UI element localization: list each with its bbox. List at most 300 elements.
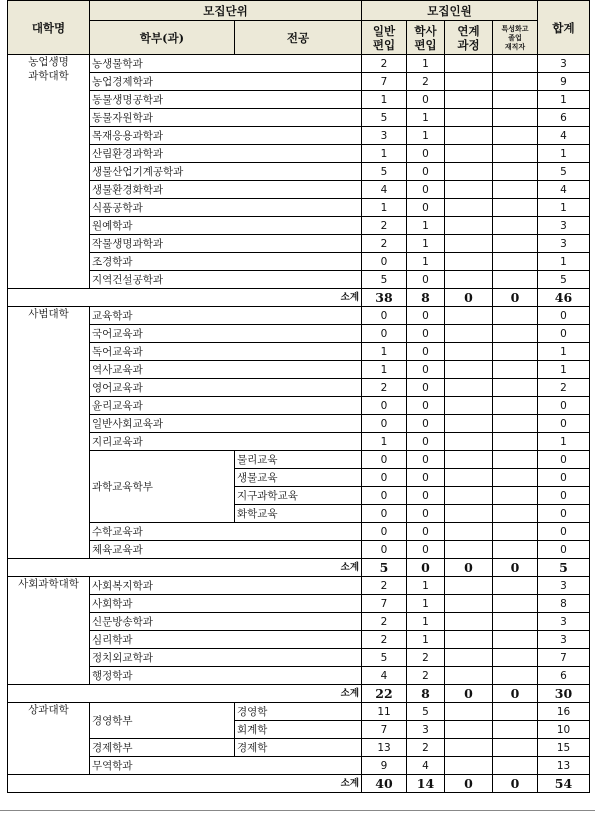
total-cell: 3	[538, 613, 590, 631]
linked-cell	[445, 757, 493, 775]
total-cell: 0	[538, 469, 590, 487]
header-special-line3: 재직자	[504, 42, 526, 51]
total-cell: 1	[538, 199, 590, 217]
bachelor-cell: 0	[407, 487, 445, 505]
total-cell: 1	[538, 343, 590, 361]
special-cell	[493, 469, 538, 487]
linked-cell	[445, 145, 493, 163]
special-cell	[493, 523, 538, 541]
dept-cell: 원예학과	[90, 217, 362, 235]
subtotal-linked: 0	[445, 775, 493, 793]
major-cell: 회계학	[235, 721, 362, 739]
general-cell: 5	[362, 649, 407, 667]
linked-cell	[445, 523, 493, 541]
linked-cell	[445, 127, 493, 145]
major-cell: 지구과학교육	[235, 487, 362, 505]
general-cell: 0	[362, 523, 407, 541]
linked-cell	[445, 379, 493, 397]
subtotal-general: 22	[362, 685, 407, 703]
bachelor-cell: 2	[407, 649, 445, 667]
general-cell: 9	[362, 757, 407, 775]
dept-cell: 행정학과	[90, 667, 362, 685]
table-row	[8, 631, 590, 649]
general-cell: 2	[362, 379, 407, 397]
special-cell	[493, 505, 538, 523]
college-name: 농업생명	[28, 56, 69, 68]
linked-cell	[445, 235, 493, 253]
bachelor-cell: 0	[407, 145, 445, 163]
college-cell	[8, 307, 90, 559]
header-major: 전공	[235, 21, 362, 55]
dept-cell: 수학교육과	[90, 523, 362, 541]
dept-cell: 윤리교육과	[90, 397, 362, 415]
table-row	[8, 253, 590, 271]
total-cell: 1	[538, 145, 590, 163]
special-cell	[493, 127, 538, 145]
general-cell: 5	[362, 271, 407, 289]
table-row	[8, 703, 590, 721]
linked-cell	[445, 217, 493, 235]
header-count-group: 모집인원	[362, 1, 538, 21]
table-row	[8, 73, 590, 91]
general-cell: 7	[362, 721, 407, 739]
subtotal-linked: 0	[445, 289, 493, 307]
subtotal-label: 소계	[8, 559, 362, 577]
table-row	[8, 433, 590, 451]
general-cell: 0	[362, 487, 407, 505]
linked-cell	[445, 253, 493, 271]
linked-cell	[445, 307, 493, 325]
bachelor-cell: 0	[407, 163, 445, 181]
special-cell	[493, 649, 538, 667]
linked-cell	[445, 667, 493, 685]
total-cell: 8	[538, 595, 590, 613]
dept-cell: 영어교육과	[90, 379, 362, 397]
dept-cell: 국어교육과	[90, 325, 362, 343]
dept-cell: 심리학과	[90, 631, 362, 649]
general-cell: 0	[362, 415, 407, 433]
special-cell	[493, 91, 538, 109]
dept-cell: 생물산업기계공학과	[90, 163, 362, 181]
table-body	[8, 55, 590, 793]
linked-cell	[445, 163, 493, 181]
general-cell: 0	[362, 253, 407, 271]
subtotal-bachelor: 8	[407, 685, 445, 703]
linked-cell	[445, 451, 493, 469]
special-cell	[493, 739, 538, 757]
general-cell: 0	[362, 451, 407, 469]
subtotal-label: 소계	[8, 775, 362, 793]
linked-cell	[445, 595, 493, 613]
general-cell: 1	[362, 199, 407, 217]
dept-cell: 생물환경화학과	[90, 181, 362, 199]
bachelor-cell: 1	[407, 613, 445, 631]
general-cell: 2	[362, 235, 407, 253]
header-total: 합계	[538, 1, 590, 55]
table-row	[8, 451, 590, 469]
general-cell: 0	[362, 307, 407, 325]
dept-cell: 지리교육과	[90, 433, 362, 451]
general-cell: 1	[362, 361, 407, 379]
subtotal-row	[8, 775, 590, 793]
table-row	[8, 109, 590, 127]
table-row	[8, 325, 590, 343]
bachelor-cell: 0	[407, 433, 445, 451]
dept-cell: 과학교육학부	[90, 451, 235, 523]
special-cell	[493, 361, 538, 379]
dept-cell: 작물생명과학과	[90, 235, 362, 253]
total-cell: 2	[538, 379, 590, 397]
table-row	[8, 379, 590, 397]
general-cell: 7	[362, 595, 407, 613]
total-cell: 6	[538, 667, 590, 685]
linked-cell	[445, 613, 493, 631]
dept-cell: 일반사회교육과	[90, 415, 362, 433]
total-cell: 5	[538, 271, 590, 289]
total-cell: 0	[538, 541, 590, 559]
total-cell: 3	[538, 631, 590, 649]
special-cell	[493, 757, 538, 775]
bachelor-cell: 1	[407, 577, 445, 595]
header-college: 대학명	[8, 1, 90, 55]
table-row	[8, 217, 590, 235]
bachelor-cell: 0	[407, 91, 445, 109]
subtotal-general: 40	[362, 775, 407, 793]
linked-cell	[445, 505, 493, 523]
special-cell	[493, 325, 538, 343]
table-row	[8, 613, 590, 631]
bachelor-cell: 0	[407, 523, 445, 541]
total-cell: 6	[538, 109, 590, 127]
linked-cell	[445, 361, 493, 379]
dept-cell: 교육학과	[90, 307, 362, 325]
general-cell: 2	[362, 55, 407, 73]
special-cell	[493, 703, 538, 721]
table-row	[8, 199, 590, 217]
bachelor-cell: 0	[407, 325, 445, 343]
special-cell	[493, 487, 538, 505]
total-cell: 0	[538, 505, 590, 523]
special-cell	[493, 343, 538, 361]
major-cell: 화학교육	[235, 505, 362, 523]
bachelor-cell: 0	[407, 397, 445, 415]
total-cell: 1	[538, 91, 590, 109]
general-cell: 0	[362, 469, 407, 487]
header-general-line2: 편입	[372, 37, 396, 52]
linked-cell	[445, 181, 493, 199]
general-cell: 5	[362, 163, 407, 181]
general-cell: 2	[362, 631, 407, 649]
linked-cell	[445, 199, 493, 217]
subtotal-row	[8, 559, 590, 577]
general-cell: 1	[362, 343, 407, 361]
special-cell	[493, 631, 538, 649]
dept-cell: 독어교육과	[90, 343, 362, 361]
dept-cell: 사회학과	[90, 595, 362, 613]
table-row	[8, 127, 590, 145]
table-row	[8, 271, 590, 289]
total-cell: 0	[538, 307, 590, 325]
table-row	[8, 577, 590, 595]
bachelor-cell: 0	[407, 541, 445, 559]
dept-cell: 동물생명공학과	[90, 91, 362, 109]
special-cell	[493, 379, 538, 397]
table-row	[8, 343, 590, 361]
general-cell: 1	[362, 433, 407, 451]
dept-cell: 조경학과	[90, 253, 362, 271]
bachelor-cell: 0	[407, 415, 445, 433]
subtotal-total: 30	[538, 685, 590, 703]
special-cell	[493, 181, 538, 199]
special-cell	[493, 253, 538, 271]
table-row	[8, 595, 590, 613]
special-cell	[493, 199, 538, 217]
header-bachelor	[407, 21, 445, 55]
subtotal-total: 5	[538, 559, 590, 577]
table-row	[8, 541, 590, 559]
special-cell	[493, 145, 538, 163]
total-cell: 3	[538, 577, 590, 595]
special-cell	[493, 397, 538, 415]
bachelor-cell: 0	[407, 469, 445, 487]
linked-cell	[445, 703, 493, 721]
total-cell: 10	[538, 721, 590, 739]
dept-cell: 목재응용과학과	[90, 127, 362, 145]
total-cell: 0	[538, 325, 590, 343]
dept-cell: 사회복지학과	[90, 577, 362, 595]
college-cell	[8, 55, 90, 289]
special-cell	[493, 433, 538, 451]
header-general-line1: 일반	[372, 23, 396, 38]
subtotal-label: 소계	[8, 289, 362, 307]
bachelor-cell: 2	[407, 739, 445, 757]
linked-cell	[445, 343, 493, 361]
bachelor-cell: 5	[407, 703, 445, 721]
linked-cell	[445, 487, 493, 505]
special-cell	[493, 73, 538, 91]
subtotal-special: 0	[493, 775, 538, 793]
college-cell	[8, 703, 90, 775]
major-cell: 생물교육	[235, 469, 362, 487]
special-cell	[493, 721, 538, 739]
dept-cell: 산림환경과학과	[90, 145, 362, 163]
subtotal-special: 0	[493, 289, 538, 307]
special-cell	[493, 667, 538, 685]
linked-cell	[445, 91, 493, 109]
page-bottom-rule	[0, 810, 595, 811]
dept-cell: 농생물학과	[90, 55, 362, 73]
general-cell: 0	[362, 505, 407, 523]
bachelor-cell: 0	[407, 307, 445, 325]
dept-cell: 신문방송학과	[90, 613, 362, 631]
special-cell	[493, 613, 538, 631]
bachelor-cell: 0	[407, 271, 445, 289]
subtotal-bachelor: 0	[407, 559, 445, 577]
dept-cell: 무역학과	[90, 757, 362, 775]
linked-cell	[445, 541, 493, 559]
major-cell: 물리교육	[235, 451, 362, 469]
dept-cell: 체육교육과	[90, 541, 362, 559]
table-row	[8, 91, 590, 109]
subtotal-special: 0	[493, 559, 538, 577]
general-cell: 2	[362, 217, 407, 235]
total-cell: 3	[538, 55, 590, 73]
dept-cell: 경제학부	[90, 739, 235, 757]
linked-cell	[445, 55, 493, 73]
general-cell: 0	[362, 397, 407, 415]
dept-cell: 지역건설공학과	[90, 271, 362, 289]
linked-cell	[445, 397, 493, 415]
header-bachelor-line2: 편입	[414, 37, 437, 52]
total-cell: 0	[538, 415, 590, 433]
total-cell: 0	[538, 523, 590, 541]
general-cell: 3	[362, 127, 407, 145]
total-cell: 1	[538, 433, 590, 451]
header-unit-group: 모집단위	[90, 1, 362, 21]
header-linked-line2: 과정	[457, 37, 480, 52]
bachelor-cell: 0	[407, 379, 445, 397]
bachelor-cell: 0	[407, 505, 445, 523]
recruitment-table	[7, 0, 590, 793]
general-cell: 2	[362, 577, 407, 595]
subtotal-general: 5	[362, 559, 407, 577]
table-row	[8, 523, 590, 541]
total-cell: 1	[538, 361, 590, 379]
table-row	[8, 307, 590, 325]
table-row	[8, 397, 590, 415]
bachelor-cell: 0	[407, 343, 445, 361]
college-name: 상과대학	[28, 704, 69, 716]
total-cell: 0	[538, 487, 590, 505]
subtotal-linked: 0	[445, 559, 493, 577]
subtotal-bachelor: 14	[407, 775, 445, 793]
total-cell: 0	[538, 397, 590, 415]
special-cell	[493, 415, 538, 433]
header-linked	[445, 21, 493, 55]
bachelor-cell: 1	[407, 109, 445, 127]
bachelor-cell: 4	[407, 757, 445, 775]
special-cell	[493, 451, 538, 469]
total-cell: 7	[538, 649, 590, 667]
major-cell: 경영학	[235, 703, 362, 721]
bachelor-cell: 1	[407, 631, 445, 649]
special-cell	[493, 235, 538, 253]
general-cell: 0	[362, 541, 407, 559]
linked-cell	[445, 415, 493, 433]
table-row	[8, 757, 590, 775]
linked-cell	[445, 739, 493, 757]
linked-cell	[445, 649, 493, 667]
linked-cell	[445, 325, 493, 343]
bachelor-cell: 1	[407, 55, 445, 73]
total-cell: 15	[538, 739, 590, 757]
bachelor-cell: 1	[407, 127, 445, 145]
header-special-line2: 졸업	[508, 33, 522, 42]
linked-cell	[445, 721, 493, 739]
table-row	[8, 163, 590, 181]
general-cell: 1	[362, 145, 407, 163]
college-name: 과학대학	[28, 70, 69, 82]
header-dept: 학부(과)	[90, 21, 235, 55]
linked-cell	[445, 577, 493, 595]
general-cell: 1	[362, 91, 407, 109]
general-cell: 0	[362, 325, 407, 343]
total-cell: 13	[538, 757, 590, 775]
total-cell: 3	[538, 235, 590, 253]
linked-cell	[445, 433, 493, 451]
total-cell: 0	[538, 451, 590, 469]
special-cell	[493, 271, 538, 289]
table-row	[8, 649, 590, 667]
header-linked-line1: 연계	[457, 23, 480, 38]
subtotal-row	[8, 289, 590, 307]
college-name: 사범대학	[28, 308, 69, 320]
special-cell	[493, 595, 538, 613]
bachelor-cell: 0	[407, 361, 445, 379]
bachelor-cell: 2	[407, 73, 445, 91]
general-cell: 7	[362, 73, 407, 91]
special-cell	[493, 541, 538, 559]
general-cell: 13	[362, 739, 407, 757]
subtotal-bachelor: 8	[407, 289, 445, 307]
subtotal-label: 소계	[8, 685, 362, 703]
bachelor-cell: 1	[407, 253, 445, 271]
header-general	[362, 21, 407, 55]
special-cell	[493, 109, 538, 127]
table-row	[8, 739, 590, 757]
subtotal-general: 38	[362, 289, 407, 307]
table-row	[8, 235, 590, 253]
header-special-line1: 특성화고	[501, 24, 529, 33]
general-cell: 11	[362, 703, 407, 721]
total-cell: 16	[538, 703, 590, 721]
general-cell: 5	[362, 109, 407, 127]
general-cell: 4	[362, 181, 407, 199]
total-cell: 1	[538, 253, 590, 271]
total-cell: 4	[538, 181, 590, 199]
total-cell: 4	[538, 127, 590, 145]
table-row	[8, 361, 590, 379]
table-row	[8, 667, 590, 685]
dept-cell: 경영학부	[90, 703, 235, 739]
dept-cell: 동물자원학과	[90, 109, 362, 127]
general-cell: 2	[362, 613, 407, 631]
header-bachelor-line1: 학사	[414, 23, 437, 38]
table-row	[8, 145, 590, 163]
college-name: 사회과학대학	[18, 578, 79, 590]
header-special	[493, 21, 538, 55]
bachelor-cell: 1	[407, 595, 445, 613]
special-cell	[493, 163, 538, 181]
special-cell	[493, 577, 538, 595]
bachelor-cell: 1	[407, 217, 445, 235]
special-cell	[493, 307, 538, 325]
dept-cell: 식품공학과	[90, 199, 362, 217]
dept-cell: 정치외교학과	[90, 649, 362, 667]
total-cell: 9	[538, 73, 590, 91]
special-cell	[493, 55, 538, 73]
bachelor-cell: 3	[407, 721, 445, 739]
linked-cell	[445, 271, 493, 289]
table-row	[8, 415, 590, 433]
subtotal-total: 46	[538, 289, 590, 307]
dept-cell: 농업경제학과	[90, 73, 362, 91]
subtotal-linked: 0	[445, 685, 493, 703]
total-cell: 5	[538, 163, 590, 181]
bachelor-cell: 0	[407, 451, 445, 469]
bachelor-cell: 2	[407, 667, 445, 685]
table-row	[8, 181, 590, 199]
